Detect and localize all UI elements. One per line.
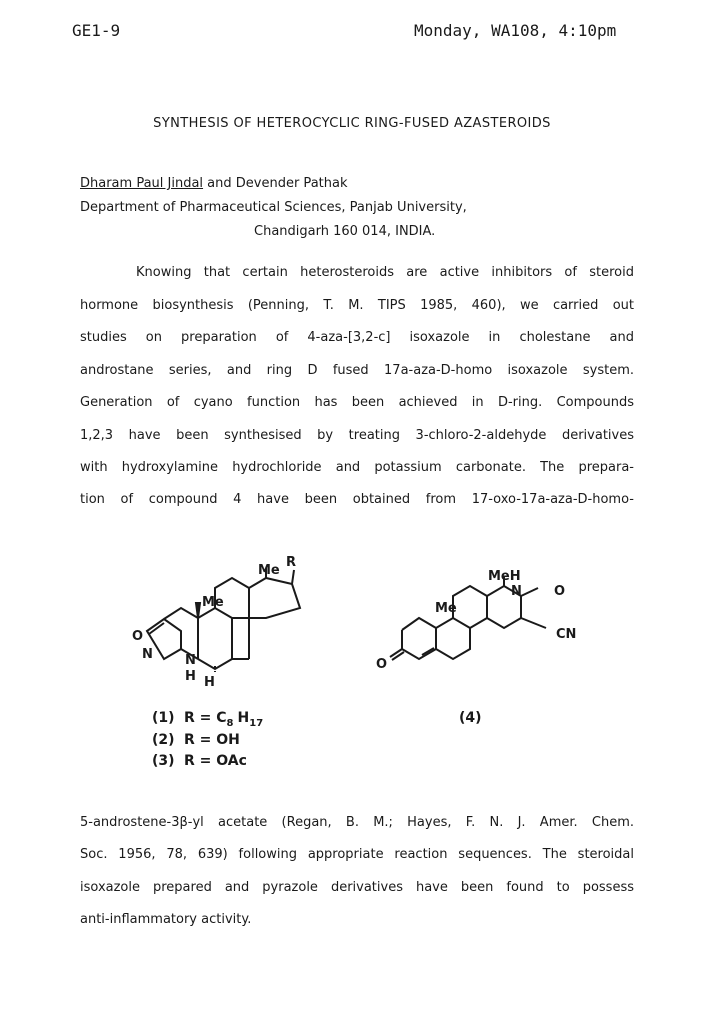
atom-label: N [142,647,153,662]
atom-label: CN [556,627,577,642]
compound-formula: R = C [184,710,227,726]
body-line: anti-inflammatory activity. [80,912,252,927]
session-info: Monday, WA108, 4:10pm [414,21,617,40]
author-first: Dharam Paul Jindal [80,176,204,191]
affiliation-line-1: Department of Pharmaceutical Sciences, Panjab University, [80,200,467,215]
authors-line [80,176,348,191]
abstract-code: GE1-9 [72,21,121,40]
chemical-structures [0,548,704,778]
body-line: studies on preparation of 4-aza-[3,2-c] isoxazole in cholestane and [80,330,634,345]
compound-number: (1) [152,710,175,726]
body-line: androstane series, and ring D fused 17a-aza-D-homo isoxazole system. [80,363,634,378]
atom-label: N [511,584,522,599]
atom-label: MeH [488,569,521,584]
author-rest: and Devender Pathak [203,176,348,191]
atom-label: R [286,555,297,570]
atom-label: Me [435,601,457,616]
body-line: isoxazole prepared and pyrazole derivatives have been found to possess [80,880,634,895]
body-line: hormone biosynthesis (Penning, T. M. TIPS 1985, 460), we carried out [80,298,634,313]
structure-1-bonds [147,568,300,669]
atom-label: O [554,584,566,599]
affiliation-line-2: Chandigarh 160 014, INDIA. [254,224,436,239]
compound-2-label [152,732,240,748]
body-line: Soc. 1956, 78, 639) following appropriate reaction sequences. The steroidal [80,847,634,862]
structure-4-atoms [376,569,576,672]
compound-formula: R = OAc [184,753,247,769]
formula-part: H [237,710,250,726]
formula-subscript: 17 [249,718,264,729]
compound-labels [152,710,482,769]
atom-label: Me [258,563,280,578]
compound-number: (2) [152,732,175,748]
body-line: Knowing that certain heterosteroids are active inhibitors of steroid [136,265,634,280]
compound-3-label [152,753,247,769]
atom-label: O [376,657,388,672]
body-line: 5-androstene-3β-yl acetate (Regan, B. M.; Hayes, F. N. J. Amer. Chem. [80,815,634,830]
atom-label: H [204,675,215,690]
body-line: tion of compound 4 have been obtained from 17-oxo-17a-aza-D-homo- [80,492,634,507]
atom-label: H [185,669,196,684]
body-line: Generation of cyano function has been achieved in D-ring. Compounds [80,395,634,410]
structure-1-atoms [132,555,296,690]
body-line: with hydroxylamine hydrochloride and potassium carbonate. The prepara- [80,460,634,475]
body-line: 1,2,3 have been synthesised by treating 3-chloro-2-aldehyde derivatives [80,428,634,443]
structure-4-bonds [390,576,546,660]
compound-formula: R = OH [184,732,240,748]
compound-1-label [152,710,263,729]
atom-label: O [132,629,144,644]
atom-label: Me [202,595,224,610]
paper-title: SYNTHESIS OF HETEROCYCLIC RING-FUSED AZASTEROIDS [153,116,551,131]
atom-label: N [185,653,196,668]
compound-number: (3) [152,753,175,769]
formula-subscript: 8 [226,718,234,729]
compound-4-label: (4) [459,710,482,726]
